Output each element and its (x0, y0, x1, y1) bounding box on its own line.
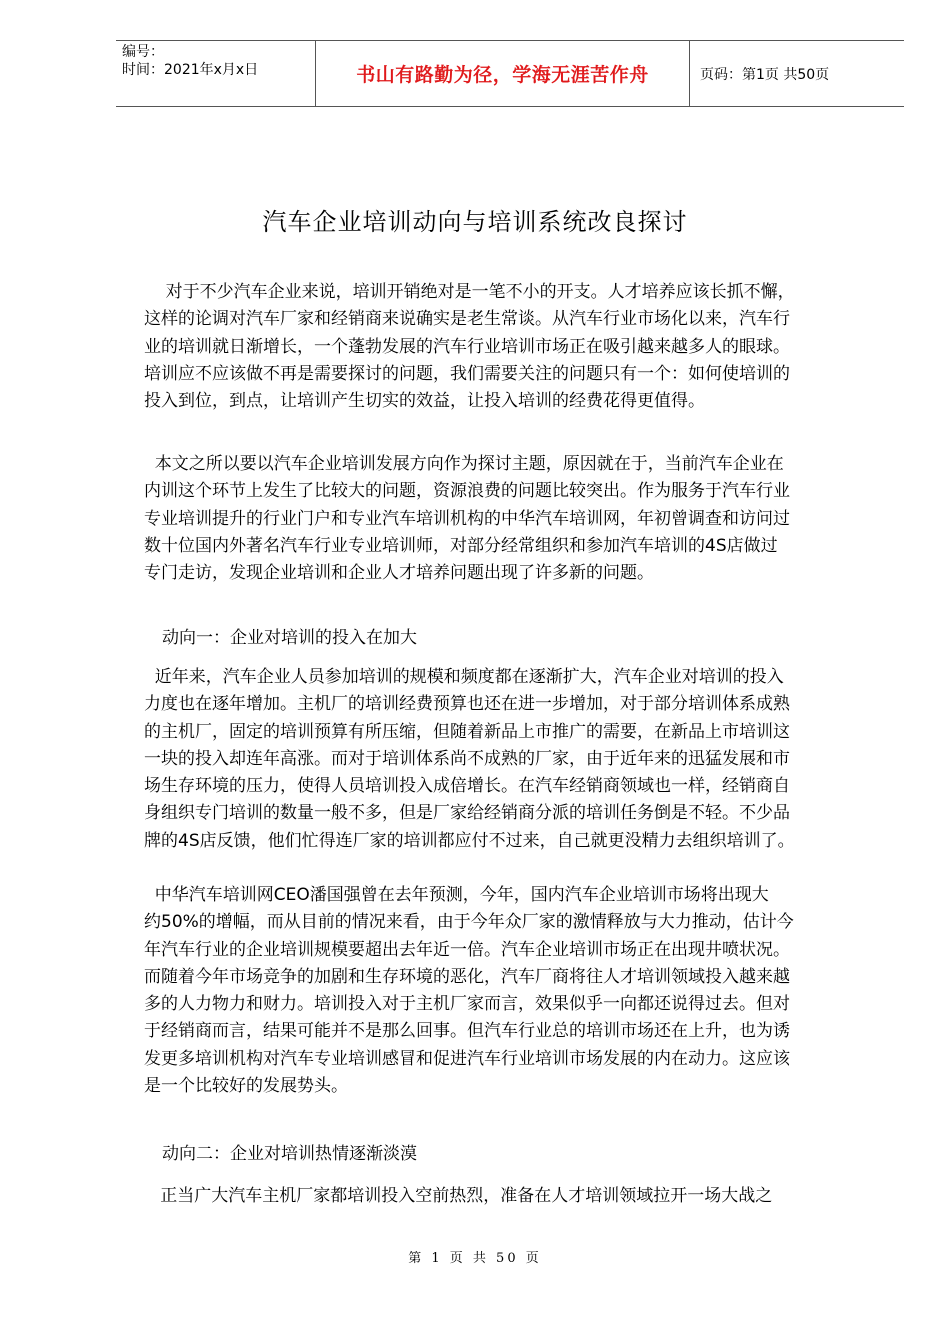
text-line: 本文之所以要以汽车企业培训发展方向作为探讨主题，原因就在于，当前汽车企业在 (144, 454, 784, 474)
page-footer: 第 1 页 共 50 页 (408, 1251, 542, 1266)
text-line: 场生存环境的压力，使得人员培训投入成倍增长。在汽车经销商领域也一样，经销商自 (144, 776, 790, 797)
text-line: 业的培训就日渐增长，一个蓬勃发展的汽车行业培训市场正在吸引越来越多人的眼球。 (144, 336, 790, 357)
time-label: 时间：2021年x月x日 (122, 62, 259, 78)
text-line: 这样的论调对汽车厂家和经销商来说确实是老生常谈。从汽车行业市场化以来，汽车行 (144, 309, 790, 330)
text-line: 正当广大汽车主机厂家都培训投入空前热烈，准备在人才培训领域拉开一场大战之 (144, 1186, 773, 1206)
text-line: 投入到位，到点，让培训产生切实的效益，让投入培训的经费花得更值得。 (144, 391, 705, 412)
section-heading-2: 动向二：企业对培训热情逐渐淡漠 (162, 1144, 417, 1164)
document-title: 汽车企业培训动向与培训系统改良探讨 (262, 208, 688, 236)
paragraph-4 (144, 882, 874, 1100)
motto-text: 书山有路勤为径，学海无涯苦作舟 (356, 64, 649, 86)
text-line: 近年来，汽车企业人员参加培训的规模和频度都在逐渐扩大，汽车企业对培训的投入 (144, 667, 784, 687)
text-line: 身组织专门培训的数量一般不多，但是厂家给经销商分派的培训任务倒是不轻。不少品 (144, 803, 790, 824)
text-line: 专业培训提升的行业门户和专业汽车培训机构的中华汽车培训网，年初曾调查和访问过 (144, 508, 790, 529)
section-heading-1: 动向一：企业对培训的投入在加大 (162, 628, 417, 648)
text-line: 于经销商而言，结果可能并不是那么回事。但汽车行业总的培训市场还在上升，也为诱 (144, 1021, 790, 1042)
text-line: 专门走访，发现企业培训和企业人才培养问题出现了许多新的问题。 (144, 563, 654, 584)
header-meta (116, 41, 316, 106)
paragraph-2 (144, 451, 874, 587)
text-line: 的主机厂，固定的培训预算有所压缩，但随着新品上市推广的需要，在新品上市培训这 (144, 721, 790, 742)
text-line: 一块的投入却连年高涨。而对于培训体系尚不成熟的厂家，由于近年来的迅猛发展和市 (144, 748, 790, 769)
header-table (116, 40, 904, 107)
text-line: 牌的4S店反馈，他们忙得连厂家的培训都应付不过来，自己就更没精力去组织培训了。 (144, 830, 795, 851)
page-info: 页码：第1页 共50页 (700, 66, 830, 83)
text-line: 力度也在逐年增加。主机厂的培训经费预算也还在进一步增加，对于部分培训体系成熟 (144, 694, 790, 715)
number-label: 编号： (122, 44, 164, 60)
text-line: 而随着今年市场竞争的加剧和生存环境的恶化，汽车厂商将往人才培训领域投入越来越 (144, 966, 790, 987)
text-line: 多的人力物力和财力。培训投入对于主机厂家而言，效果似乎一向都还说得过去。但对 (144, 994, 790, 1015)
text-line: 对于不少汽车企业来说，培训开销绝对是一笔不小的开支。人才培养应该长抓不懈， (144, 282, 795, 302)
text-line: 是一个比较好的发展势头。 (144, 1076, 348, 1097)
text-line: 数十位国内外著名汽车行业专业培训师，对部分经常组织和参加汽车培训的4S店做过 (144, 535, 778, 556)
paragraph-3 (144, 664, 874, 855)
text-line: 内训这个环节上发生了比较大的问题，资源浪费的问题比较突出。作为服务于汽车行业 (144, 481, 790, 502)
header-page-cell (690, 41, 904, 106)
header-motto-cell (316, 41, 690, 106)
paragraph-1 (144, 279, 874, 415)
text-line: 约50%的增幅，而从目前的情况来看，由于今年众厂家的激情释放与大力推动，估计今 (144, 912, 794, 933)
text-line: 培训应不应该做不再是需要探讨的问题，我们需要关注的问题只有一个：如何使培训的 (144, 363, 790, 384)
paragraph-5 (144, 1183, 874, 1210)
text-line: 中华汽车培训网CEO潘国强曾在去年预测，今年，国内汽车企业培训市场将出现大 (144, 885, 769, 905)
text-line: 年汽车行业的企业培训规模要超出去年近一倍。汽车企业培训市场正在出现井喷状况。 (144, 939, 790, 960)
text-line: 发更多培训机构对汽车专业培训感冒和促进汽车行业培训市场发展的内在动力。这应该 (144, 1048, 790, 1069)
